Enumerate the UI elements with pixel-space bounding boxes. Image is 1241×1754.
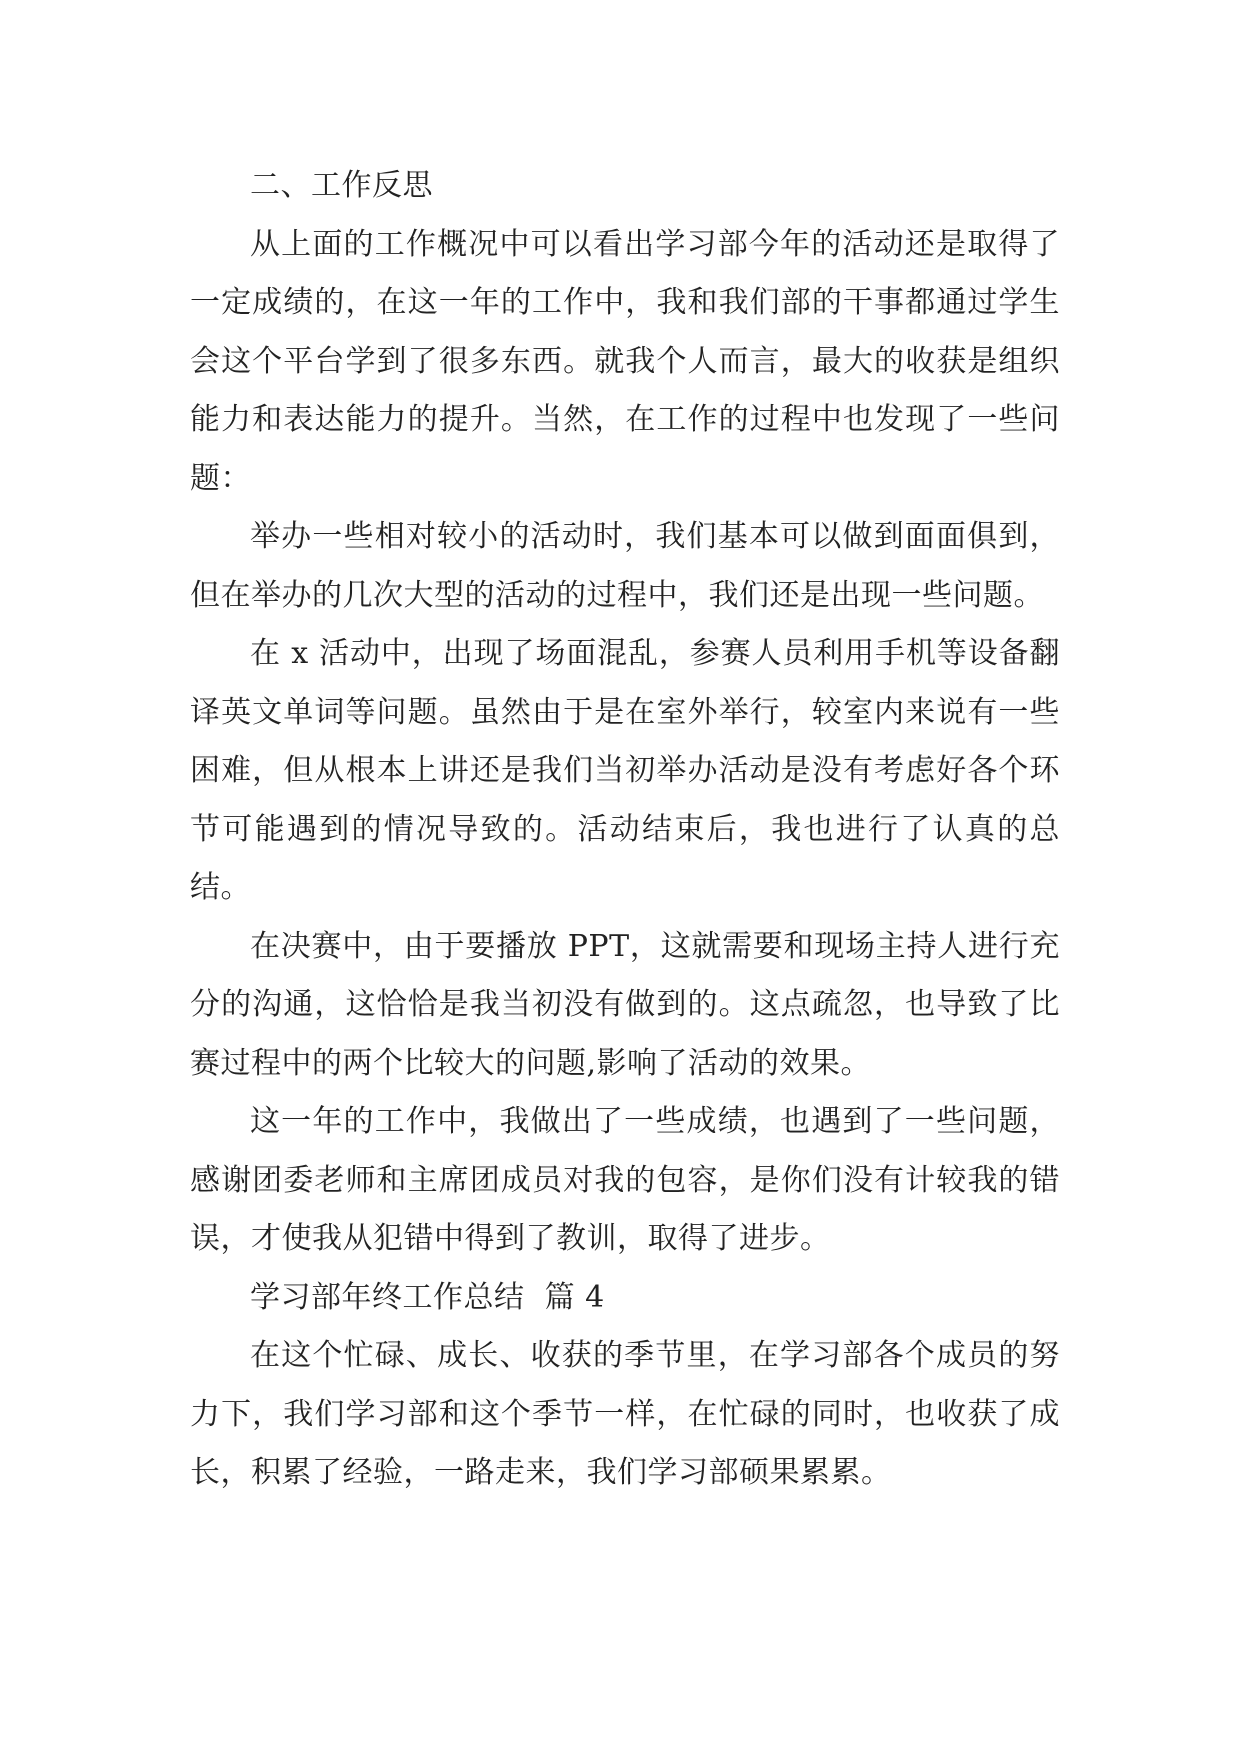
document-body [190,157,1060,1503]
paragraph-final-round: 在决赛中，由于要播放 PPT，这就需要和现场主持人进行充分的沟通，这恰恰是我当初没有做到的。这点疏忽，也导致了比赛过程中的两个比较大的问题,影响了活动的效果。 [190,928,1060,1081]
paragraph-overview: 从上面的工作概况中可以看出学习部今年的活动还是取得了一定成绩的，在这一年的工作中，我和我们部的干事都通过学生会这个平台学到了很多东西。就我个人而言，最大的收获是组织能力和表达能力的提升。当然，在工作的过程中也发现了一些问题： [190,226,1060,496]
section-heading: 二、工作反思 [250,168,433,203]
paragraph-x-activity: 在 x 活动中，出现了场面混乱，参赛人员利用手机等设备翻译英文单词等问题。虽然由于是在室外举行，较室内来说有一些困难，但从根本上讲还是我们当初举办活动是没有考虑好各个环节可能遇到的情况导致的。活动结束后，我也进行了认真的总结。 [190,636,1060,905]
paragraph-small-activities: 举办一些相对较小的活动时，我们基本可以做到面面俱到，但在举办的几次大型的活动的过程中，我们还是出现一些问题。 [190,519,1060,613]
paragraph-closing: 在这个忙碌、成长、收获的季节里，在学习部各个成员的努力下，我们学习部和这个季节一样，在忙碌的同时，也收获了成长，积累了经验，一路走来，我们学习部硕果累累。 [190,1338,1060,1490]
paragraph-thanks: 这一年的工作中，我做出了一些成绩，也遇到了一些问题，感谢团委老师和主席团成员对我的包容，是你们没有计较我的错误，才使我从犯错中得到了教训，取得了进步。 [190,1104,1060,1256]
article-heading: 学习部年终工作总结 篇 4 [250,1279,605,1315]
